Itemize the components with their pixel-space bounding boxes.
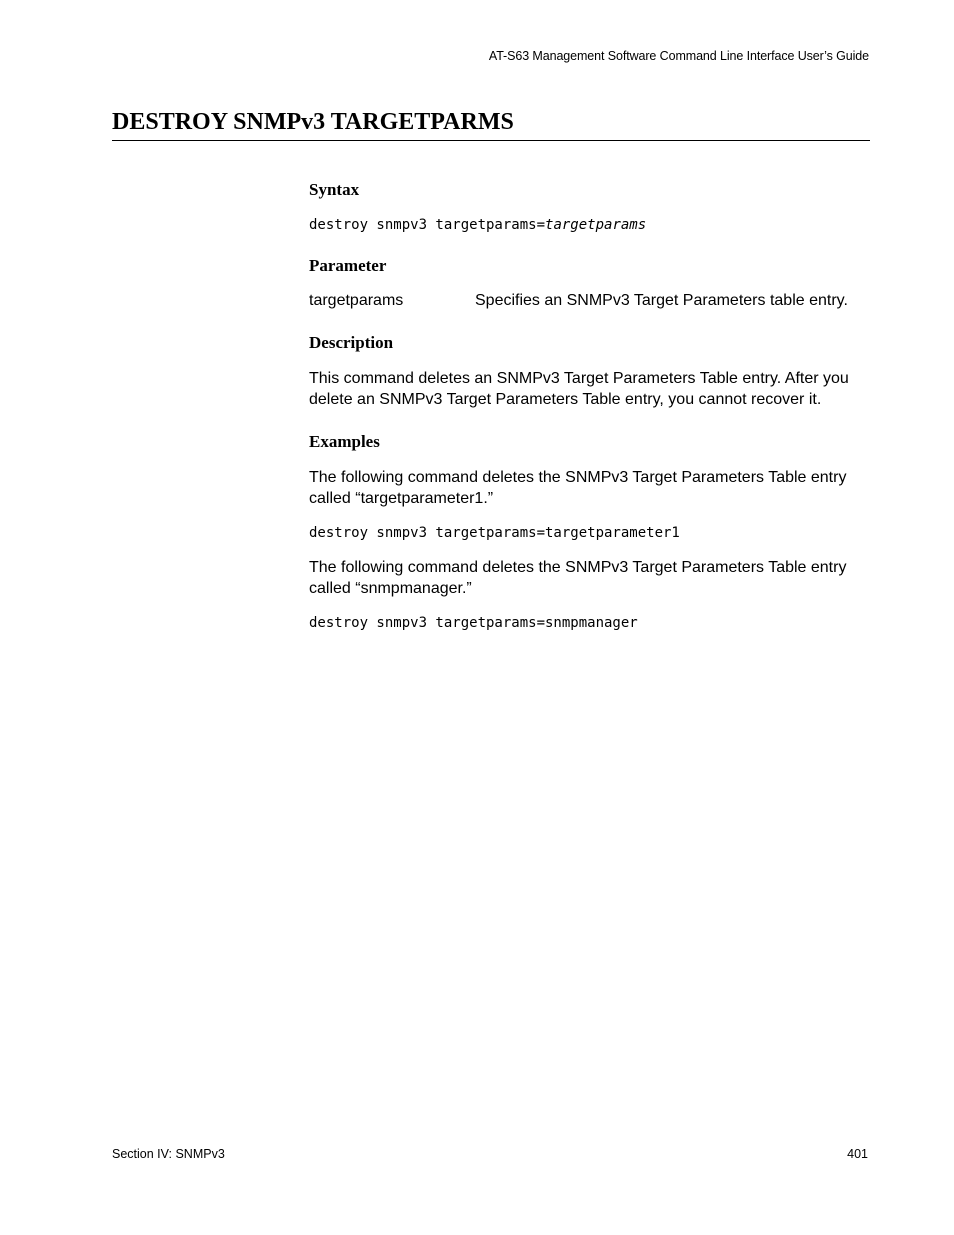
running-header: AT-S63 Management Software Command Line Interface User’s Guide (488, 49, 869, 63)
syntax-command-prefix: destroy snmpv3 targetparams= (309, 217, 546, 233)
syntax-command-variable: targetparams (545, 217, 647, 233)
example-1-command: destroy snmpv3 targetparams=targetparameter1 (309, 525, 680, 541)
syntax-command (309, 215, 869, 235)
example-2-command: destroy snmpv3 targetparams=snmpmanager (309, 615, 638, 631)
examples-heading: Examples (309, 432, 380, 451)
main-content (309, 178, 869, 633)
example-1-text: The following command deletes the SNMPv3 Target Parameters Table entry called “targetparameter1.” (309, 469, 847, 507)
parameter-row (309, 290, 869, 311)
description-heading: Description (309, 333, 394, 352)
parameter-heading: Parameter (309, 256, 387, 275)
footer-section: Section IV: SNMPv3 (112, 1147, 225, 1161)
parameter-description: Specifies an SNMPv3 Target Parameters table entry. (475, 292, 848, 309)
description-text: This command deletes an SNMPv3 Target Parameters Table entry. After you delete an SNMPv3 Target Parameters Table entry, you cannot recover it. (309, 370, 849, 408)
page-title: DESTROY SNMPv3 TARGETPARMS (112, 107, 870, 141)
footer-page-number: 401 (847, 1147, 868, 1161)
example-2-text: The following command deletes the SNMPv3 Target Parameters Table entry called “snmpmanager.” (309, 559, 847, 597)
syntax-heading: Syntax (309, 180, 360, 199)
parameter-name: targetparams (309, 292, 404, 309)
